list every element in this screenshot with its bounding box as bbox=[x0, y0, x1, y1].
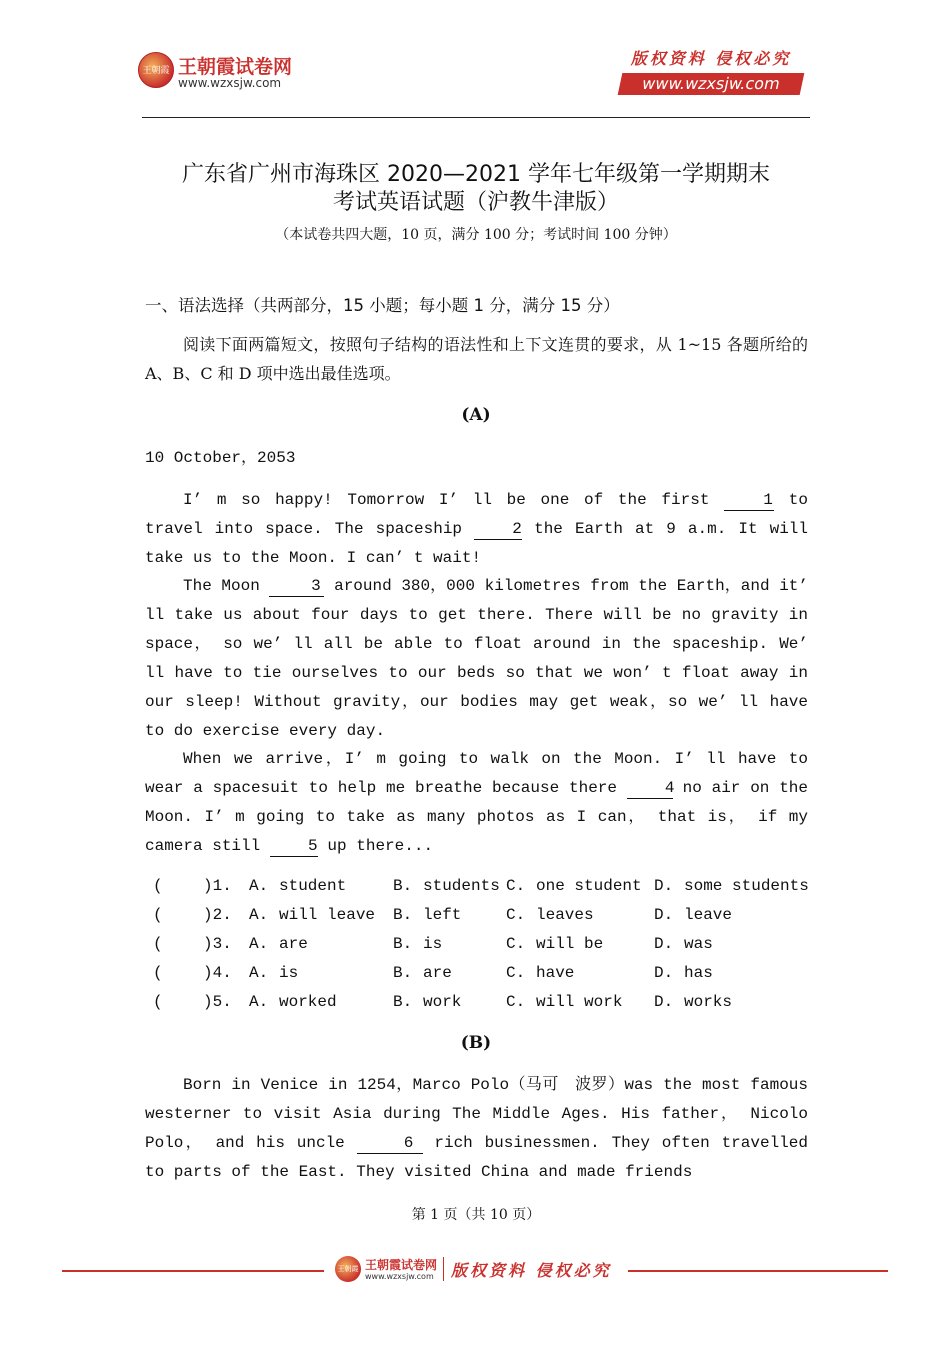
rights-banner bbox=[620, 46, 802, 95]
footer-rule-left bbox=[62, 1270, 324, 1272]
seal-icon: 王朝霞 bbox=[138, 52, 174, 88]
logo-name: 王朝霞试卷网 bbox=[178, 56, 293, 78]
passage-b-heading: (B) bbox=[460, 1033, 492, 1053]
option-c[interactable]: will work bbox=[536, 993, 623, 1011]
rights-url[interactable]: www.wzxsjw.com bbox=[618, 73, 805, 95]
option-c[interactable]: will be bbox=[536, 935, 604, 953]
rights-text: 版权资料 侵权必究 bbox=[630, 49, 792, 68]
exam-title-line1: 广东省广州市海珠区 2020—2021 学年七年级第一学期期末 bbox=[182, 162, 770, 187]
exam-subtitle: （本试卷共四大题，10 页，满分 100 分；考试时间 100 分钟） bbox=[275, 227, 677, 243]
passage-b-paragraph-1: Born in Venice in 1254，Marco Polo（马可 波罗）was the most famous westerner to visit Asia during The Middle Ages. His father， Nicolo Polo， and his uncle 6 rich businessmen. They often travelled to parts of the East. They visited China and made friends bbox=[145, 1076, 808, 1181]
option-a[interactable]: will leave bbox=[279, 906, 376, 924]
blank-2[interactable]: 2 bbox=[474, 519, 522, 540]
footer-separator bbox=[443, 1257, 444, 1281]
option-b[interactable]: are bbox=[423, 964, 452, 982]
seal-icon: 王朝霞 bbox=[335, 1256, 361, 1282]
footer-rule-right bbox=[628, 1270, 888, 1272]
blank-1[interactable]: 1 bbox=[724, 490, 774, 511]
option-c[interactable]: leaves bbox=[536, 906, 594, 924]
question-row: ( )3. A. are B. is C. will be D. was bbox=[153, 935, 713, 953]
option-b[interactable]: work bbox=[423, 993, 462, 1011]
passage-a-heading: (A) bbox=[461, 405, 491, 425]
passage-a-date: 10 October，2053 bbox=[145, 449, 296, 467]
option-a[interactable]: worked bbox=[279, 993, 337, 1011]
option-b[interactable]: is bbox=[423, 935, 443, 953]
passage-a-paragraph-2: The Moon 3 around 380，000 kilometres from the Earth，and it’ ll take us about four days to get there. There will be no gravity in space， so we’ ll all be able to float around in the spaceship. We’ ll have to tie ourselves to our beds so that we won’ t float away in our sleep! Without gravity，our bodies may get weak，so we’ ll have to do exercise every day. bbox=[145, 577, 808, 740]
option-c[interactable]: one student bbox=[536, 877, 642, 895]
option-c[interactable]: have bbox=[536, 964, 575, 982]
passage-a-paragraph-1: I’ m so happy! Tomorrow I’ ll be one of the first 1 to travel into space. The spaceship 2 the Earth at 9 a.m. It will take us to the Moon. I can’ t wait! bbox=[145, 491, 808, 567]
exam-title-line2: 考试英语试题（沪教牛津版） bbox=[332, 190, 619, 215]
question-row: ( )5. A. worked B. work C. will work D. works bbox=[153, 993, 733, 1011]
option-a[interactable]: are bbox=[279, 935, 308, 953]
section-instruction: 阅读下面两篇短文，按照句子结构的语法性和上下文连贯的要求，从 1~15 各题所给的 A、B、C 和 D 项中选出最佳选项。 bbox=[145, 335, 808, 383]
blank-6[interactable]: 6 bbox=[357, 1133, 423, 1154]
option-d[interactable]: leave bbox=[684, 906, 733, 924]
footer-logo[interactable]: 王朝霞 王朝霞试卷网 www.wzxsjw.com 版权资料 侵权必究 bbox=[335, 1254, 625, 1286]
logo-url: www.wzxsjw.com bbox=[178, 76, 282, 90]
section-heading: 一、语法选择（共两部分，15 小题；每小题 1 分，满分 15 分） bbox=[145, 296, 620, 315]
option-d[interactable]: has bbox=[684, 964, 713, 982]
blank-5[interactable]: 5 bbox=[270, 836, 318, 857]
blank-3[interactable]: 3 bbox=[269, 576, 324, 597]
passage-a-paragraph-3: When we arrive，I’ m going to walk on the Moon. I’ ll have to wear a spacesuit to help me breathe because there 4 no air on the Moon. I’ m going to take as many photos as I can， that is， if my camera still 5 up there... bbox=[145, 750, 809, 855]
option-d[interactable]: some students bbox=[684, 877, 809, 895]
page-number: 第 1 页（共 10 页） bbox=[411, 1207, 541, 1223]
question-row: ( )1. A. student B. students C. one student D. some students bbox=[153, 877, 809, 895]
header-divider bbox=[142, 117, 810, 118]
option-d[interactable]: was bbox=[684, 935, 713, 953]
question-row: ( )2. A. will leave B. left C. leaves D. leave bbox=[153, 906, 733, 924]
option-b[interactable]: left bbox=[423, 906, 462, 924]
option-d[interactable]: works bbox=[684, 993, 733, 1011]
blank-4[interactable]: 4 bbox=[627, 778, 673, 799]
option-a[interactable]: student bbox=[279, 877, 347, 895]
question-row: ( )4. A. is B. are C. have D. has bbox=[153, 964, 713, 982]
option-a[interactable]: is bbox=[279, 964, 299, 982]
site-logo[interactable] bbox=[138, 50, 338, 92]
option-b[interactable]: students bbox=[423, 877, 500, 895]
